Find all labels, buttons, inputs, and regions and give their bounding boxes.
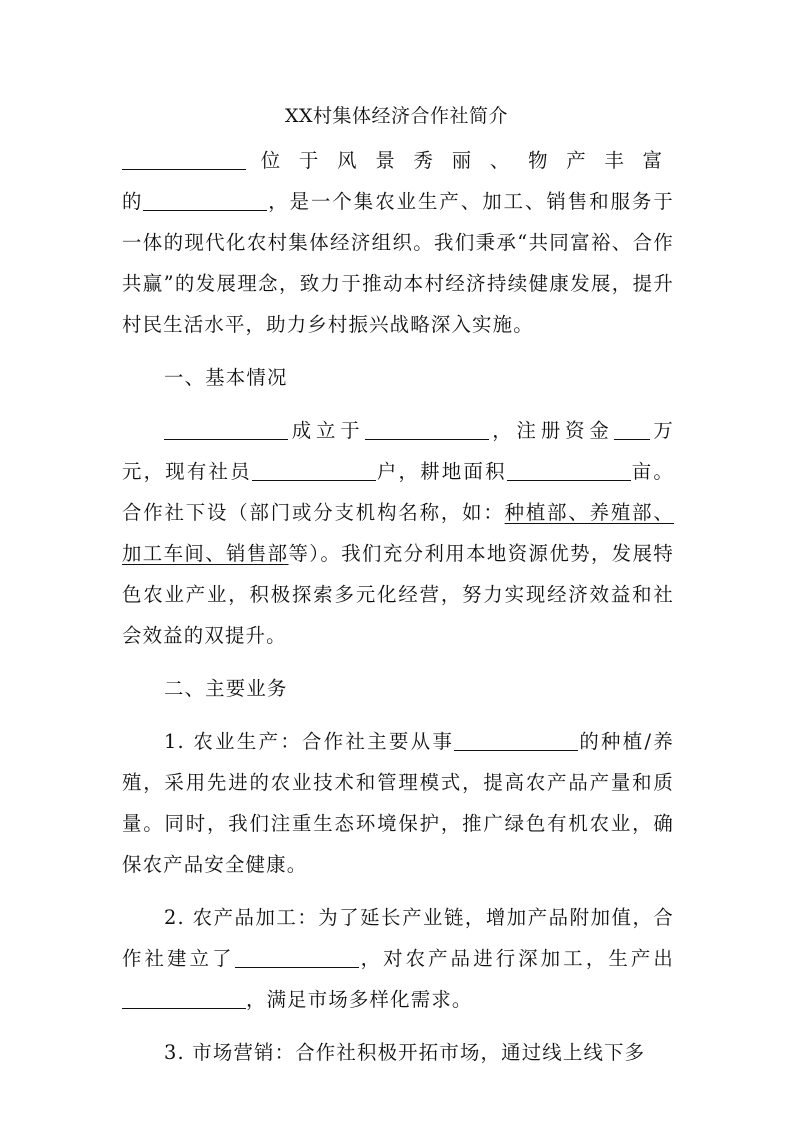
intro-line-2 <box>122 181 674 345</box>
list-item <box>122 721 674 885</box>
text: ，对农产品进行深加工，生产出 <box>358 947 674 970</box>
text: 现有社员 <box>165 460 252 483</box>
text: ，满足市场多样化需求。 <box>246 988 473 1011</box>
text: 1. 农业生产：合作社主要从事 <box>164 730 455 753</box>
text: 户，耕地面积 <box>375 460 507 483</box>
blank-field[interactable] <box>507 458 631 481</box>
text: 2. 农产品加工：为了延长产业链，增加产品附加值，合作社建立了 <box>122 906 674 970</box>
intro-text: 的 <box>122 190 144 213</box>
list-item <box>122 1032 674 1073</box>
text: 成立于 <box>288 419 365 442</box>
paragraph <box>122 410 674 656</box>
text: 亩。合作社下设（部门或分支机构名称，如： <box>122 460 674 524</box>
section-heading: 二、主要业务 <box>164 677 288 700</box>
text: 万元， <box>122 419 674 483</box>
blank-field[interactable] <box>365 417 489 440</box>
blank-field[interactable] <box>252 458 376 481</box>
section-heading: 一、基本情况 <box>164 366 288 389</box>
intro-text: 一体的现代化农村集体经济组织。我们秉承“共同富裕、合作共赢”的发展理念，致力于推动本村经济持续健康发展，提升村民生活水平，助力乡村振兴战略深入实施。 <box>122 231 674 336</box>
blank-field[interactable] <box>122 147 246 170</box>
intro-line-1 <box>122 140 674 181</box>
blank-field[interactable] <box>122 986 246 1009</box>
text: 3. 市场营销：合作社积极开拓市场，通过线上线下多 <box>164 1041 646 1064</box>
text: ，注册资金 <box>488 419 614 442</box>
blank-field[interactable] <box>164 417 288 440</box>
intro-text: 位于风景秀丽、物产丰富 <box>254 149 674 172</box>
text: 等）。我们充分利用本地资源优势，发展特色农业产业，积极探索多元化经营，努力实现经济效益和社会效益的双提升。 <box>122 542 674 647</box>
document-title: XX村集体经济合作社简介 <box>284 105 509 127</box>
text: 的种植/养殖，采用先进的农业技术和管理模式，提高农产品产量和质量。同时，我们注重生态环境保护，推广绿色有机农业，确保农产品安全健康。 <box>122 730 674 876</box>
list-item <box>122 897 674 1020</box>
intro-text: ，是一个集农业生产、加工、销售和服务于 <box>267 190 674 213</box>
blank-field[interactable] <box>614 417 650 440</box>
blank-field[interactable] <box>143 188 267 211</box>
blank-field[interactable] <box>454 728 578 751</box>
underlined-text: 种植部、养殖部、加工车间、销售部 <box>122 501 674 565</box>
blank-field[interactable] <box>235 945 359 968</box>
document-body <box>122 140 674 1073</box>
